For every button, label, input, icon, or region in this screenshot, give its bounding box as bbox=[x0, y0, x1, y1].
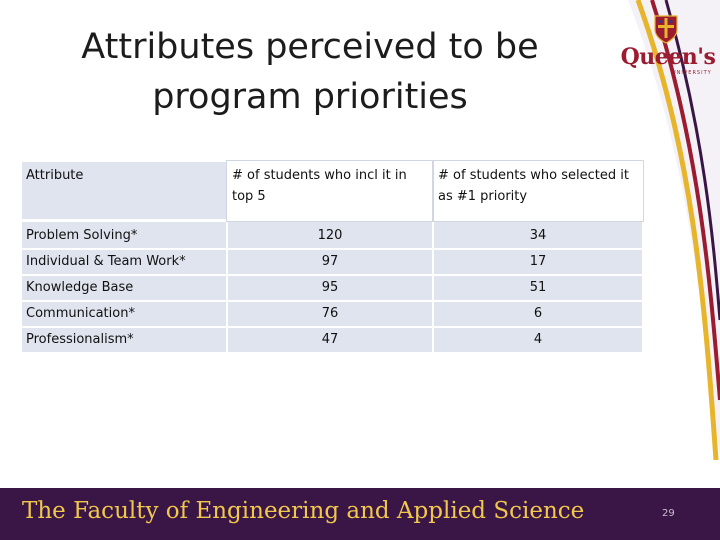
top5-cell: 95 bbox=[227, 275, 433, 301]
slide-title: Attributes perceived to be program priorities bbox=[81, 27, 539, 117]
table-row bbox=[21, 327, 643, 353]
first-priority-cell: 4 bbox=[433, 327, 643, 353]
page-number: 29 bbox=[662, 508, 675, 519]
top5-cell: 120 bbox=[227, 221, 433, 250]
crest-icon bbox=[653, 14, 679, 44]
table-row bbox=[21, 221, 643, 250]
footer-bar bbox=[0, 488, 720, 540]
first-priority-cell: 34 bbox=[433, 221, 643, 250]
attribute-cell: Professionalism* bbox=[21, 327, 227, 353]
attribute-cell: Individual & Team Work* bbox=[21, 249, 227, 275]
logo-wordmark: Queen's bbox=[620, 44, 716, 70]
attribute-cell: Communication* bbox=[21, 301, 227, 327]
first-priority-cell: 51 bbox=[433, 275, 643, 301]
table-row bbox=[21, 275, 643, 301]
first-priority-cell: 17 bbox=[433, 249, 643, 275]
attribute-cell: Knowledge Base bbox=[21, 275, 227, 301]
table-header-row bbox=[21, 161, 643, 221]
logo-subtitle: UNIVERSITY bbox=[672, 70, 712, 76]
table-row bbox=[21, 249, 643, 275]
attribute-cell: Problem Solving* bbox=[21, 221, 227, 250]
table-row bbox=[21, 301, 643, 327]
top5-cell: 47 bbox=[227, 327, 433, 353]
header-attribute: Attribute bbox=[21, 161, 227, 221]
top5-cell: 76 bbox=[227, 301, 433, 327]
attributes-table bbox=[20, 160, 644, 354]
header-top5: # of students who incl it in top 5 bbox=[227, 161, 433, 221]
first-priority-cell: 6 bbox=[433, 301, 643, 327]
queens-logo bbox=[620, 14, 716, 80]
top5-cell: 97 bbox=[227, 249, 433, 275]
footer-faculty-name: The Faculty of Engineering and Applied Science bbox=[22, 498, 585, 524]
header-first-priority: # of students who selected it as #1 priority bbox=[433, 161, 643, 221]
